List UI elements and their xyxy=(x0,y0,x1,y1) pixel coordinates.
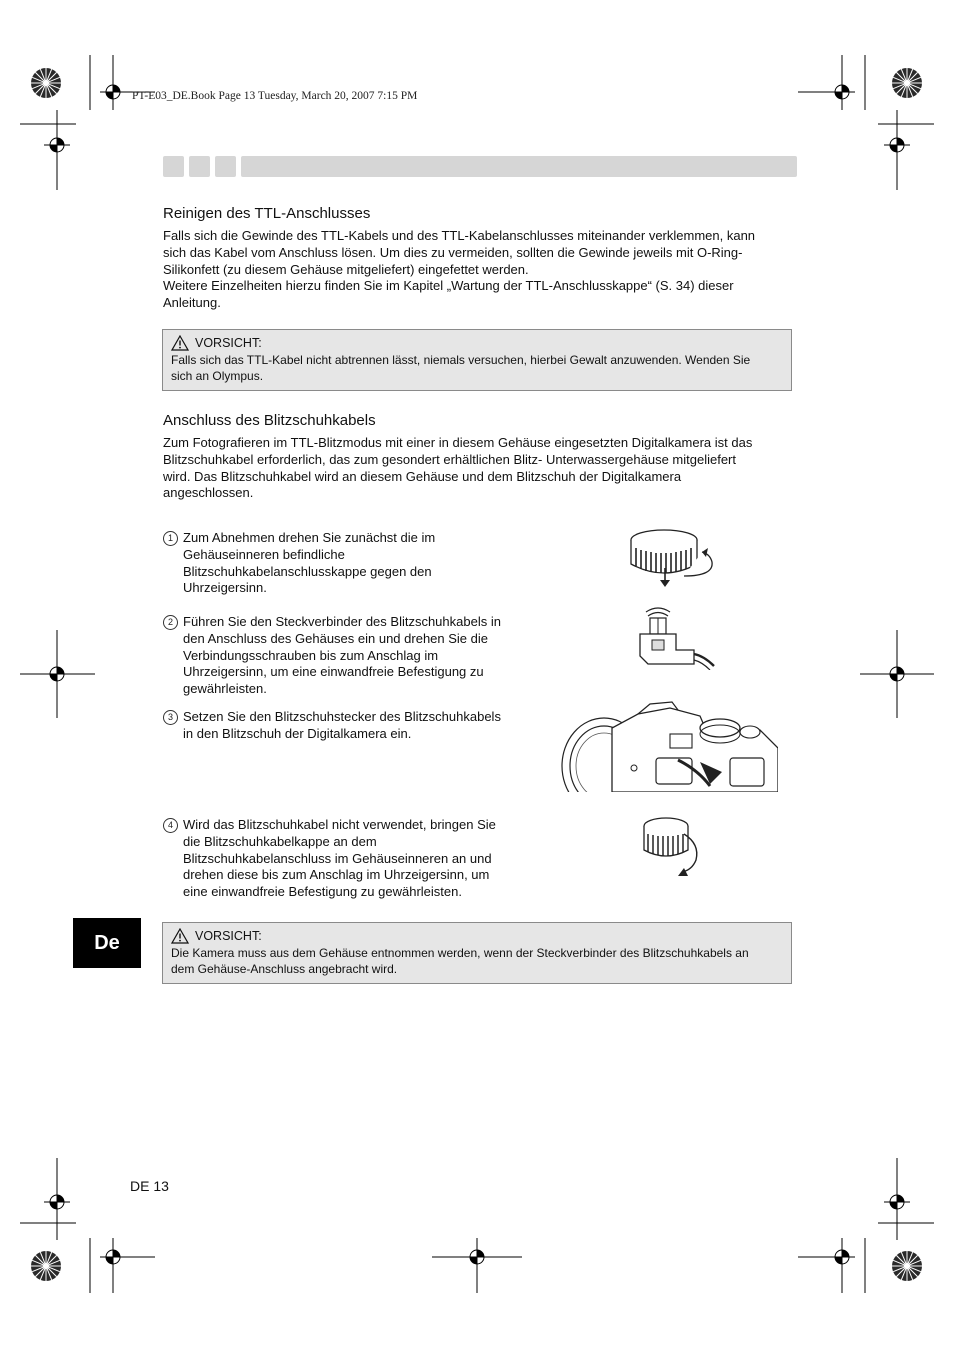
step-line: den Anschluss des Gehäuses ein und drehen Sie die xyxy=(183,630,488,646)
section-body-flash-cable xyxy=(163,435,803,502)
caution-line: Falls sich das TTL-Kabel nicht abtrennen lässt, niemals versuchen, hierbei Gewalt anzuwenden. Wenden Sie xyxy=(171,352,751,367)
caution-line: sich an Olympus. xyxy=(171,369,264,383)
page-number: DE 13 xyxy=(130,1178,169,1194)
step-line: drehen diese bis zum Anschlag im Uhrzeigersinn, um xyxy=(183,867,490,883)
caution-title xyxy=(171,335,783,352)
warning-triangle-icon xyxy=(171,335,189,351)
step-1 xyxy=(163,530,543,600)
body-line: Anleitung. xyxy=(163,295,221,311)
step-text xyxy=(183,817,496,901)
header-square xyxy=(189,156,210,177)
body-line: Blitzschuhkabel erforderlich, das zum gesondert erhältlichen Blitz- Unterwassergehäuse mitgeliefert xyxy=(163,451,736,467)
section-heading-flash-cable: Anschluss des Blitzschuhkabels xyxy=(163,412,376,429)
step-text xyxy=(183,614,501,698)
step-line: in den Blitzschuh der Digitalkamera ein. xyxy=(183,725,412,741)
step-line: Blitzschuhkabelanschlusskappe gegen den xyxy=(183,563,432,579)
caution-title-text: VORSICHT: xyxy=(195,929,262,943)
step-line: Gehäuseinneren befindliche xyxy=(183,546,345,562)
cap-removal-illustration xyxy=(626,524,718,588)
caution-line: Die Kamera muss aus dem Gehäuse entnommen werden, wenn der Steckverbinder des Blitzschuhkabels an xyxy=(171,945,749,960)
caution-line: dem Gehäuse-Anschluss angebracht wird. xyxy=(171,962,398,976)
header-square xyxy=(215,156,236,177)
section-body-ttl-cleaning xyxy=(163,228,803,312)
caution-box xyxy=(162,329,792,391)
step-line: Uhrzeigersinn. xyxy=(183,580,267,596)
header-square xyxy=(163,156,184,177)
body-line: Falls sich die Gewinde des TTL-Kabels und des TTL-Kabelanschlusses miteinander verklemmen, kann xyxy=(163,228,756,243)
step-number: 3 xyxy=(163,710,178,725)
step-number: 2 xyxy=(163,615,178,630)
step-text xyxy=(183,530,435,597)
star-target-icon xyxy=(31,1251,61,1281)
step-text xyxy=(183,709,501,743)
step-number: 4 xyxy=(163,818,178,833)
step-line: Setzen Sie den Blitzschuhstecker des Blitzschuhkabels xyxy=(183,709,501,724)
body-line: Zum Fotografieren im TTL-Blitzmodus mit einer in diesem Gehäuse eingesetzten Digitalkamera ist das xyxy=(163,435,753,450)
caution-box xyxy=(162,922,792,984)
section-heading-ttl-cleaning: Reinigen des TTL-Anschlusses xyxy=(163,205,371,222)
step-line: eine einwandfreie Befestigung zu gewährleisten. xyxy=(183,884,462,900)
language-tab: De xyxy=(73,918,141,968)
header-long-bar xyxy=(241,156,797,177)
step-line: Verbindungsschrauben bis zum Anschlag im xyxy=(183,647,439,663)
step-line: die Blitzschuhkabelkappe an dem xyxy=(183,833,377,849)
connector-insertion-illustration xyxy=(636,604,716,670)
star-target-icon xyxy=(31,68,61,98)
camera-flash-shoe-illustration xyxy=(560,700,778,792)
step-line: gewährleisten. xyxy=(183,681,267,697)
step-line: Uhrzeigersinn, um eine einwandfreie Befestigung zu xyxy=(183,664,484,680)
step-number: 1 xyxy=(163,531,178,546)
step-3 xyxy=(163,709,543,745)
body-line: sich das Kabel vom Anschluss lösen. Um dies zu vermeiden, sollten die Gewinde jeweils mit O-Ring- xyxy=(163,244,743,260)
step-line: Zum Abnehmen drehen Sie zunächst die im xyxy=(183,530,436,545)
cap-attach-illustration xyxy=(640,814,702,880)
step-4 xyxy=(163,817,543,903)
body-line: angeschlossen. xyxy=(163,485,254,501)
step-line: Blitzschuhkabelanschluss im Gehäuseinneren an und xyxy=(183,850,492,866)
body-line: Weitere Einzelheiten hierzu finden Sie im Kapitel „Wartung der TTL-Anschlusskappe“ (S. 34) dieser xyxy=(163,278,734,294)
step-line: Wird das Blitzschuhkabel nicht verwendet, bringen Sie xyxy=(183,817,496,832)
step-line: Führen Sie den Steckverbinder des Blitzschuhkabels in xyxy=(183,614,501,629)
caution-title-text: VORSICHT: xyxy=(195,336,262,350)
body-line: wird. Das Blitzschuhkabel wird an diesem Gehäuse und dem Blitzschuh der Digitalkamera xyxy=(163,468,682,484)
warning-triangle-icon xyxy=(171,928,189,944)
body-line: Silikonfett (zu diesem Gehäuse mitgeliefert) eingefettet werden. xyxy=(163,261,529,277)
section-header-bar xyxy=(163,156,797,177)
star-target-icon xyxy=(892,1251,922,1281)
book-header: PT-E03_DE.Book Page 13 Tuesday, March 20, 2007 7:15 PM xyxy=(132,90,418,102)
star-target-icon xyxy=(892,68,922,98)
caution-title xyxy=(171,928,783,945)
step-2 xyxy=(163,614,543,700)
